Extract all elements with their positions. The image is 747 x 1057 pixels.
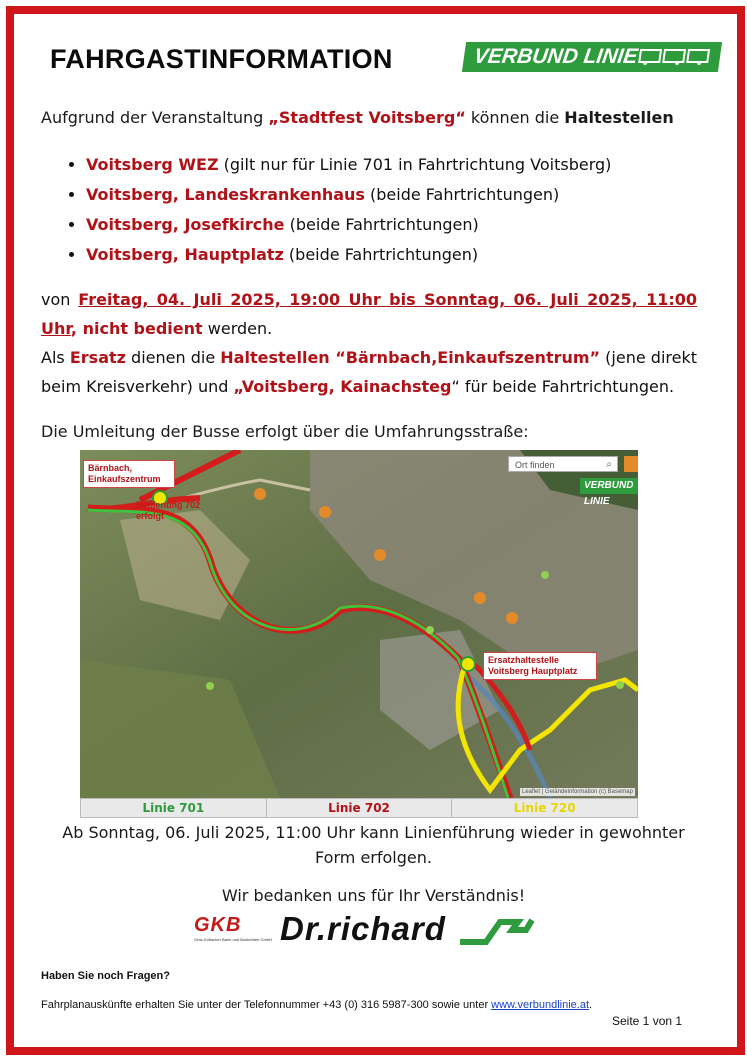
intro-part2: können die	[465, 108, 565, 127]
ersatz-end: “ für beide Fahrtrichtungen.	[451, 377, 675, 396]
period-range: Freitag, 04. Juli 2025, 19:00 Uhr bis Sonntag, 06. Juli 2025, 11:00 Uhr	[41, 290, 698, 338]
map-verbund-logo: VERBUND LINIE	[580, 478, 638, 494]
logo-text: VERBUND LINIE	[472, 45, 640, 68]
footer-info-text: Fahrplanauskünfte erhalten Sie unter der Telefonnummer +43 (0) 316 5987-300 sowie unter	[41, 999, 492, 1011]
footer-info-dot: .	[589, 999, 593, 1011]
bus-icon	[637, 48, 712, 66]
richard-logo-text: Dr.richard	[280, 910, 446, 947]
footer-info	[41, 999, 592, 1011]
stop-note: (beide Fahrtrichtungen)	[364, 185, 560, 204]
stop-note: (beide Fahrtrichtungen)	[284, 215, 479, 234]
ersatz-mid: (jene direkt beim Kreisverkehr) und	[41, 348, 697, 396]
intro-haltestellen: Haltestellen	[564, 108, 674, 127]
event-name: „Stadtfest Voitsberg“	[268, 108, 466, 127]
intro-part1: Aufgrund der Veranstaltung	[41, 108, 269, 127]
period-comma: ,	[70, 319, 83, 338]
stop-name: Voitsberg, Landeskrankenhaus	[86, 185, 365, 204]
closing-line1: Ab Sonntag, 06. Juli 2025, 11:00 Uhr kann Linienführung wieder in gewohnter	[62, 823, 685, 842]
map-attribution: Leaflet | Geländeinformation (c) Basemap	[522, 789, 633, 795]
ersatz-kainach: „Voitsberg, Kainachsteg	[233, 377, 452, 396]
gkb-logo	[194, 914, 273, 944]
route-map[interactable]	[80, 450, 638, 798]
stop-name: Voitsberg, Josefkirche	[86, 215, 285, 234]
period-von: von	[41, 290, 79, 309]
list-item	[86, 180, 611, 210]
verbund-linie-logo	[462, 42, 722, 72]
stop-name: Voitsberg WEZ	[86, 155, 219, 174]
search-icon: ⌕	[606, 459, 612, 470]
map-label-ersatz: Ersatzhaltestelle Voitsberg Hauptplatz	[483, 652, 597, 680]
list-item	[86, 210, 611, 240]
legend-linie-701[interactable]: Linie 701	[81, 799, 267, 817]
closing-line2: Form erfolgen.	[315, 848, 432, 867]
ersatz-paragraph	[41, 343, 697, 401]
footer-question: Haben Sie noch Fragen?	[41, 970, 170, 982]
intro-text	[41, 108, 674, 127]
map-label-bedienung: Bedienung 702 erfolgt	[136, 500, 201, 521]
verbundlinie-link[interactable]: www.verbundlinie.at	[491, 999, 590, 1011]
gkb-logo-subtitle: Graz-Köflacher Bahn und Busbetrieb GmbH	[194, 937, 273, 942]
ersatz-haltestellen: Haltestellen “Bärnbach,Einkaufszentrum”	[220, 348, 601, 367]
search-placeholder: Ort finden	[515, 460, 555, 470]
legend-linie-702[interactable]: Linie 702	[267, 799, 453, 817]
stop-note: (gilt nur für Linie 701 in Fahrtrichtung Voitsberg)	[218, 155, 612, 174]
stop-list	[60, 150, 611, 270]
period-paragraph	[41, 285, 697, 343]
period-nicht-bedient: nicht bedient	[82, 319, 203, 338]
stop-name: Voitsberg, Hauptplatz	[86, 245, 284, 264]
period-werden: werden.	[202, 319, 273, 338]
stop-note: (beide Fahrtrichtungen)	[283, 245, 479, 264]
ersatz-dienen: dienen die	[125, 348, 221, 367]
thanks-text: Wir bedanken uns für Ihr Verständnis!	[221, 886, 526, 905]
richard-swoosh-icon	[456, 916, 534, 946]
legend-linie-720[interactable]: Linie 720	[513, 801, 576, 815]
page-title: FAHRGASTINFORMATION	[50, 44, 393, 74]
page-number: Seite 1 von 1	[612, 1014, 683, 1028]
ersatz-als: Als	[41, 348, 70, 367]
list-item	[86, 240, 611, 270]
map-label-baernbach: Bärnbach, Einkaufszentrum	[83, 460, 175, 488]
gkb-logo-text: GKB	[194, 914, 242, 936]
ersatz-word: Ersatz	[69, 348, 126, 367]
map-layer-button[interactable]	[624, 456, 638, 472]
dr-richard-logo	[280, 910, 534, 948]
list-item	[86, 150, 611, 180]
map-legend	[80, 798, 638, 818]
map-search-input[interactable]	[508, 456, 618, 472]
umleitung-text: Die Umleitung der Busse erfolgt über die Umfahrungsstraße:	[41, 422, 529, 441]
